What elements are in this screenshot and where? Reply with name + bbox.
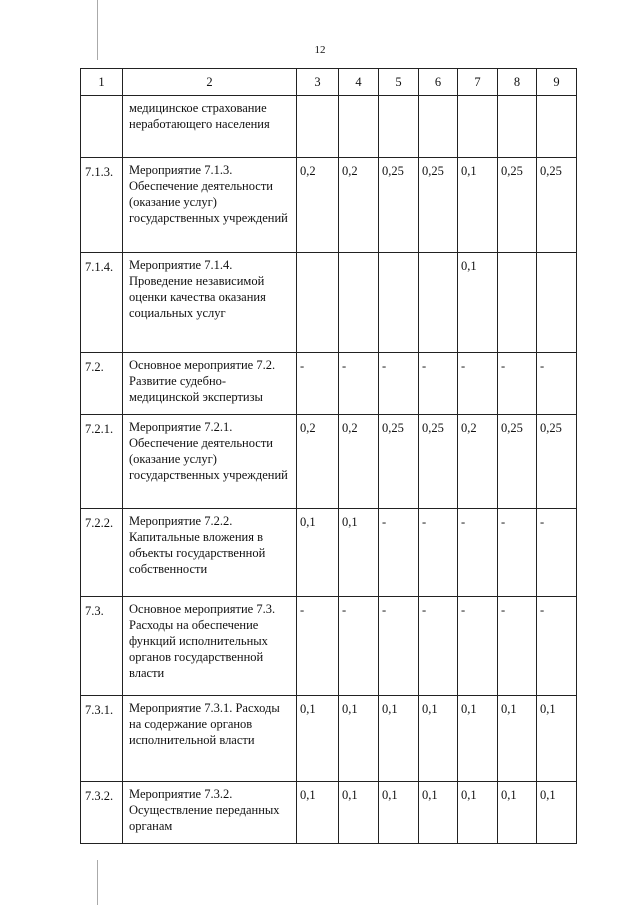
value-cell: - — [498, 509, 537, 597]
value-cell: 0,25 — [419, 415, 458, 509]
value-cell: 0,1 — [537, 782, 577, 844]
table-row — [81, 415, 577, 509]
header-cell: 5 — [379, 69, 419, 96]
page-number: 12 — [314, 44, 326, 56]
row-text-cell: Основное мероприятие 7.2. Развитие судебно-медицинской экспертизы — [123, 353, 297, 415]
row-id-cell: 7.2.1. — [81, 415, 123, 509]
value-cell: 0,2 — [339, 415, 379, 509]
value-cell: 0,1 — [458, 253, 498, 353]
value-cell — [379, 253, 419, 353]
value-cell: 0,2 — [297, 158, 339, 253]
value-cell: - — [379, 509, 419, 597]
value-cell: - — [379, 597, 419, 696]
header-cell: 1 — [81, 69, 123, 96]
value-cell: - — [297, 353, 339, 415]
header-cell: 7 — [458, 69, 498, 96]
row-id-cell: 7.1.3. — [81, 158, 123, 253]
table-row — [81, 96, 577, 158]
value-cell — [379, 96, 419, 158]
value-cell: - — [339, 597, 379, 696]
value-cell: 0,2 — [458, 415, 498, 509]
value-cell: 0,25 — [537, 158, 577, 253]
value-cell: - — [419, 509, 458, 597]
value-cell: 0,25 — [498, 158, 537, 253]
value-cell: - — [498, 597, 537, 696]
table-row — [81, 353, 577, 415]
value-cell: 0,25 — [419, 158, 458, 253]
value-cell: 0,1 — [537, 696, 577, 782]
value-cell — [419, 96, 458, 158]
table-header-row — [81, 69, 577, 96]
value-cell: 0,1 — [339, 509, 379, 597]
value-cell: 0,1 — [498, 782, 537, 844]
value-cell: 0,2 — [297, 415, 339, 509]
row-text-cell: Мероприятие 7.1.3. Обеспечение деятельности (оказание услуг) государственных учреждений — [123, 158, 297, 253]
table-row — [81, 782, 577, 844]
value-cell — [498, 96, 537, 158]
value-cell: 0,25 — [537, 415, 577, 509]
row-id-cell: 7.2. — [81, 353, 123, 415]
value-cell: 0,1 — [379, 696, 419, 782]
table-row — [81, 696, 577, 782]
value-cell: 0,1 — [379, 782, 419, 844]
value-cell: - — [458, 597, 498, 696]
value-cell: 0,1 — [339, 782, 379, 844]
value-cell: 0,1 — [297, 509, 339, 597]
row-text-cell: медицинское страхование неработающего населения — [123, 96, 297, 158]
value-cell: 0,2 — [339, 158, 379, 253]
header-cell: 2 — [123, 69, 297, 96]
value-cell — [297, 96, 339, 158]
value-cell: - — [419, 597, 458, 696]
value-cell — [537, 253, 577, 353]
value-cell: - — [297, 597, 339, 696]
row-text-cell: Мероприятие 7.3.2. Осуществление переданных органам — [123, 782, 297, 844]
row-id-cell: 7.3.1. — [81, 696, 123, 782]
value-cell: - — [339, 353, 379, 415]
value-cell: - — [419, 353, 458, 415]
measures-table — [80, 68, 577, 844]
value-cell — [419, 253, 458, 353]
row-id-cell — [81, 96, 123, 158]
value-cell: - — [498, 353, 537, 415]
value-cell — [458, 96, 498, 158]
header-cell: 4 — [339, 69, 379, 96]
value-cell: - — [537, 597, 577, 696]
table-row — [81, 158, 577, 253]
row-text-cell: Мероприятие 7.3.1. Расходы на содержание органов исполнительной власти — [123, 696, 297, 782]
row-text-cell: Мероприятие 7.2.1. Обеспечение деятельности (оказание услуг) государственных учреждений — [123, 415, 297, 509]
value-cell — [339, 96, 379, 158]
value-cell: 0,25 — [379, 415, 419, 509]
row-text-cell: Мероприятие 7.1.4. Проведение независимой оценки качества оказания социальных услуг — [123, 253, 297, 353]
table-row — [81, 509, 577, 597]
value-cell — [498, 253, 537, 353]
row-id-cell: 7.3.2. — [81, 782, 123, 844]
value-cell: 0,1 — [297, 696, 339, 782]
scan-artifact-line — [97, 860, 98, 905]
header-cell: 9 — [537, 69, 577, 96]
table-row — [81, 253, 577, 353]
value-cell: 0,1 — [458, 696, 498, 782]
row-text-cell: Мероприятие 7.2.2. Капитальные вложения в объекты государственной собственности — [123, 509, 297, 597]
header-cell: 8 — [498, 69, 537, 96]
value-cell — [339, 253, 379, 353]
value-cell: 0,1 — [458, 782, 498, 844]
value-cell: - — [537, 509, 577, 597]
table-row — [81, 597, 577, 696]
value-cell: - — [379, 353, 419, 415]
value-cell — [297, 253, 339, 353]
value-cell: 0,1 — [419, 696, 458, 782]
value-cell: 0,25 — [498, 415, 537, 509]
row-id-cell: 7.1.4. — [81, 253, 123, 353]
value-cell: 0,1 — [498, 696, 537, 782]
value-cell: - — [458, 509, 498, 597]
row-text-cell: Основное мероприятие 7.3. Расходы на обеспечение функций исполнительных органов государственной власти — [123, 597, 297, 696]
row-id-cell: 7.2.2. — [81, 509, 123, 597]
value-cell: 0,25 — [379, 158, 419, 253]
header-cell: 3 — [297, 69, 339, 96]
value-cell: 0,1 — [458, 158, 498, 253]
value-cell — [537, 96, 577, 158]
value-cell: 0,1 — [297, 782, 339, 844]
value-cell: 0,1 — [339, 696, 379, 782]
value-cell: 0,1 — [419, 782, 458, 844]
row-id-cell: 7.3. — [81, 597, 123, 696]
scan-artifact-line — [97, 0, 98, 60]
value-cell: - — [458, 353, 498, 415]
value-cell: - — [537, 353, 577, 415]
header-cell: 6 — [419, 69, 458, 96]
